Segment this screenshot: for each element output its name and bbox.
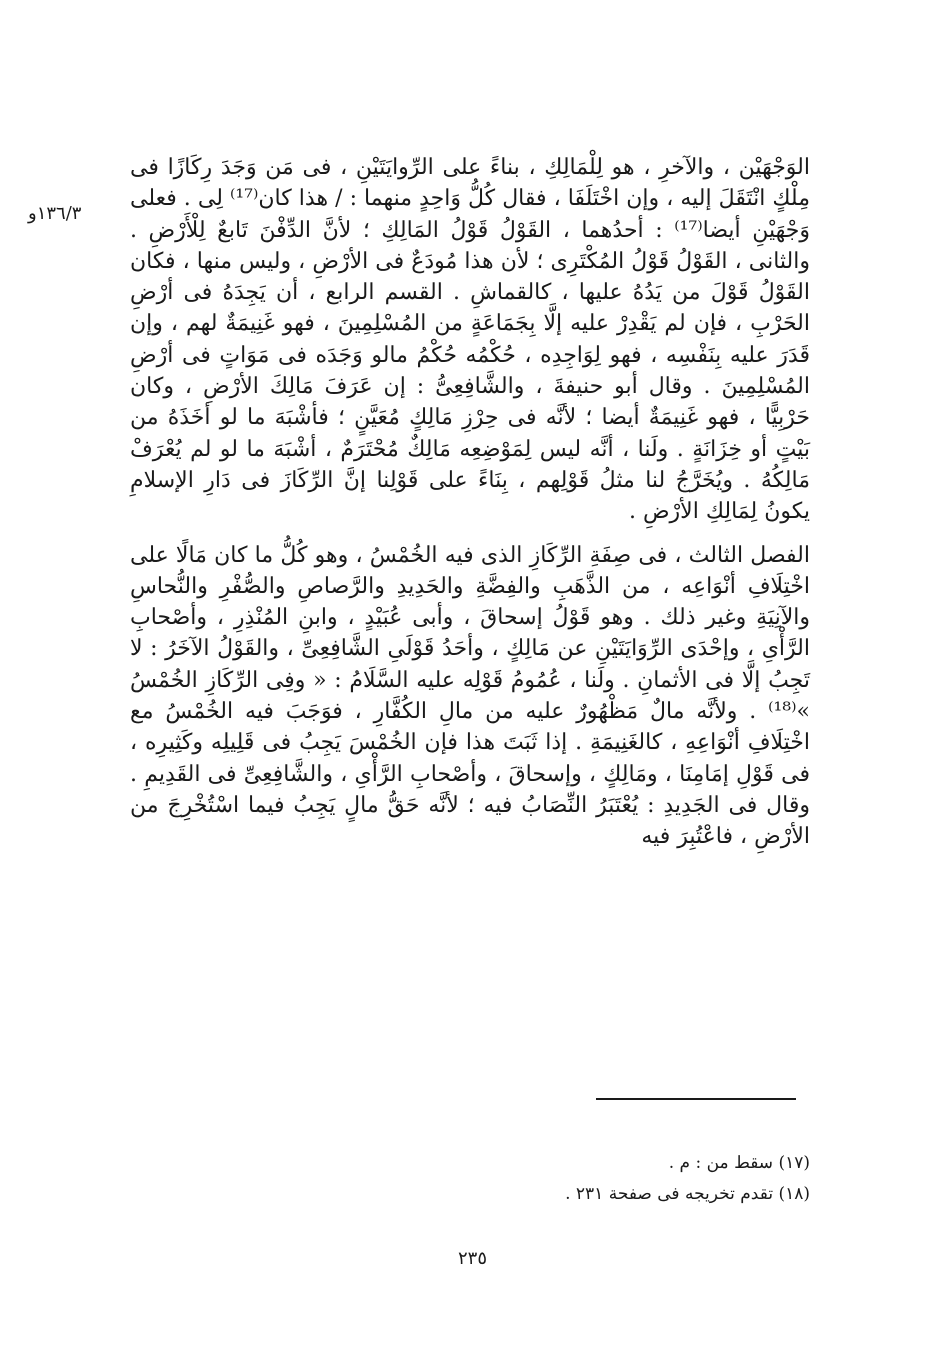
paragraph-1: الوَجْهَيْن ، والآخرِ ، هو لِلْمَالِكِ ، بناءً على الرِّوايَتَيْنِ ، فى مَن وَجَدَ رِكَازًا فى مِلْكٍ انْتَقَلَ إليه ، وإن اخْتَلَفَا ، فقال كُلُّ وَاحِدٍ منهما : / هذا كان⁽¹⁷⁾ لِى . فعلى وَجْهَيْنِ أيضا⁽¹⁷⁾ : أحدُهما ، القَوْلُ قَوْلُ المَالِكِ ؛ لأنَّ الدِّفْنَ تَابعٌ لِلْأَرْضِ . والثانى ، القَوْلُ قَوْلُ المُكْتَرِى ؛ لأن هذا مُودَعٌ فى الأرْضِ ، وليس منها ، فكان القَوْلُ قَوْلَ من يَدُهُ عليها ، كالقماشِ . القسم الرابع ، أن يَجِدَهُ فى أرْضِ الحَرْبِ ، فإن لم يَقْدِرْ عليه إلَّا بِجَمَاعَةٍ من المُسْلِمِينَ ، فهو غَنِيمَةٌ لهم ، وإن قَدَرَ عليه بِنَفْسِه ، فهو لِوَاجِدِه ، حُكْمُه حُكْمُ مالو وَجَدَه فى مَوَاتٍ فى أرْضِ المُسْلِمِينَ . وقال أبو حنيفةَ ، والشَّافِعِىُّ : إن عَرَفَ مَالِكَ الأرْضِ ، وكان حَرْبِيًّا ، فهو غَنِيمَةٌ أيضا ؛ لأنَّه فى حِرْزِ مَالِكٍ مُعَيَّنٍ ؛ فأشْبَهَ ما لو أخَذَهُ من بَيْتٍ أو خِزَانَةٍ . ولَنا ، أنَّه ليس لِمَوْضِعِه مَالِكٌ مُحْتَرَمٌ ، أشْبَهَ ما لو لم يُعْرَفْ مَالِكُهُ . ويُخَرَّجُ لنا مثلُ قَوْلِهم ، بِنَاءً على قَوْلِنا إنَّ الرِّكَازَ فى دَارِ الإسلامِ يكونُ لِمَالِكِ الأرْضِ . (130, 155, 810, 525)
footnote-17: (١٧) سقط من : م . (668, 1153, 810, 1173)
footnote-18: (١٨) تقدم تخريجه فى صفحة ٢٣١ . (565, 1184, 810, 1204)
paragraph-2: الفصل الثالث ، فى صِفَةِ الرِّكَازِ الذى فيه الخُمْسُ ، وهو كُلُّ ما كان مَالًا على اخْتِلَافِ أنْوَاعِه ، من الذَّهَبِ والفِضَّةِ والحَدِيدِ والرَّصاصِ والصُّفْرِ والنُّحاسِ والآنِيَةِ وغير ذلك . وهو قَوْلُ إسحاقَ ، وأبى عُبَيْدٍ ، وابنِ المُنْذِرِ ، وأصْحابِ الرَّأْىِ ، وإحْدَى الرِّوَايَتَيْنِ عن مَالِكٍ ، وأحَدُ قَوْلَىِ الشَّافِعِىِّ ، والقَوْلُ الآخَرُ : لا تَجِبُ إلَّا فى الأثمانِ . ولَنا ، عُمُومُ قَوْلِه عليه السَّلَامُ : « وفِى الرِّكَازِ الخُمْسُ »⁽¹⁸⁾ . ولأنَّه مالٌ مَظْهُورٌ عليه من مالِ الكُفَّارِ ، فوَجَبَ فيه الخُمْسُ مع اخْتِلَافِ أنْوَاعِهِ ، كالغَنِيمَةِ . إذا ثَبَتَ هذا فإن الخُمْسَ يَجِبُ فى قَلِيلِه وكَثِيرِه ، فى قَوْلِ إمَامِنَا ، ومَالِكٍ ، وإسحاقَ ، وأصْحابِ الرَّأْىِ ، والشَّافِعِىِّ فى القَدِيمِ . وقال فى الجَدِيدِ : يُعْتَبَرُ النِّصَابُ فيه ؛ لأنَّه حَقُّ مالٍ يَجِبُ فيما اسْتُخْرِجَ من الأرْضِ ، فاعْتُبِرَ فيه (130, 542, 810, 850)
manuscript-folio-note: ١٣٦/٣و (28, 203, 82, 224)
main-text (130, 152, 810, 853)
footnote-separator (596, 1098, 796, 1100)
page-number: ٢٣٥ (457, 1248, 487, 1269)
footnotes (420, 1148, 810, 1210)
